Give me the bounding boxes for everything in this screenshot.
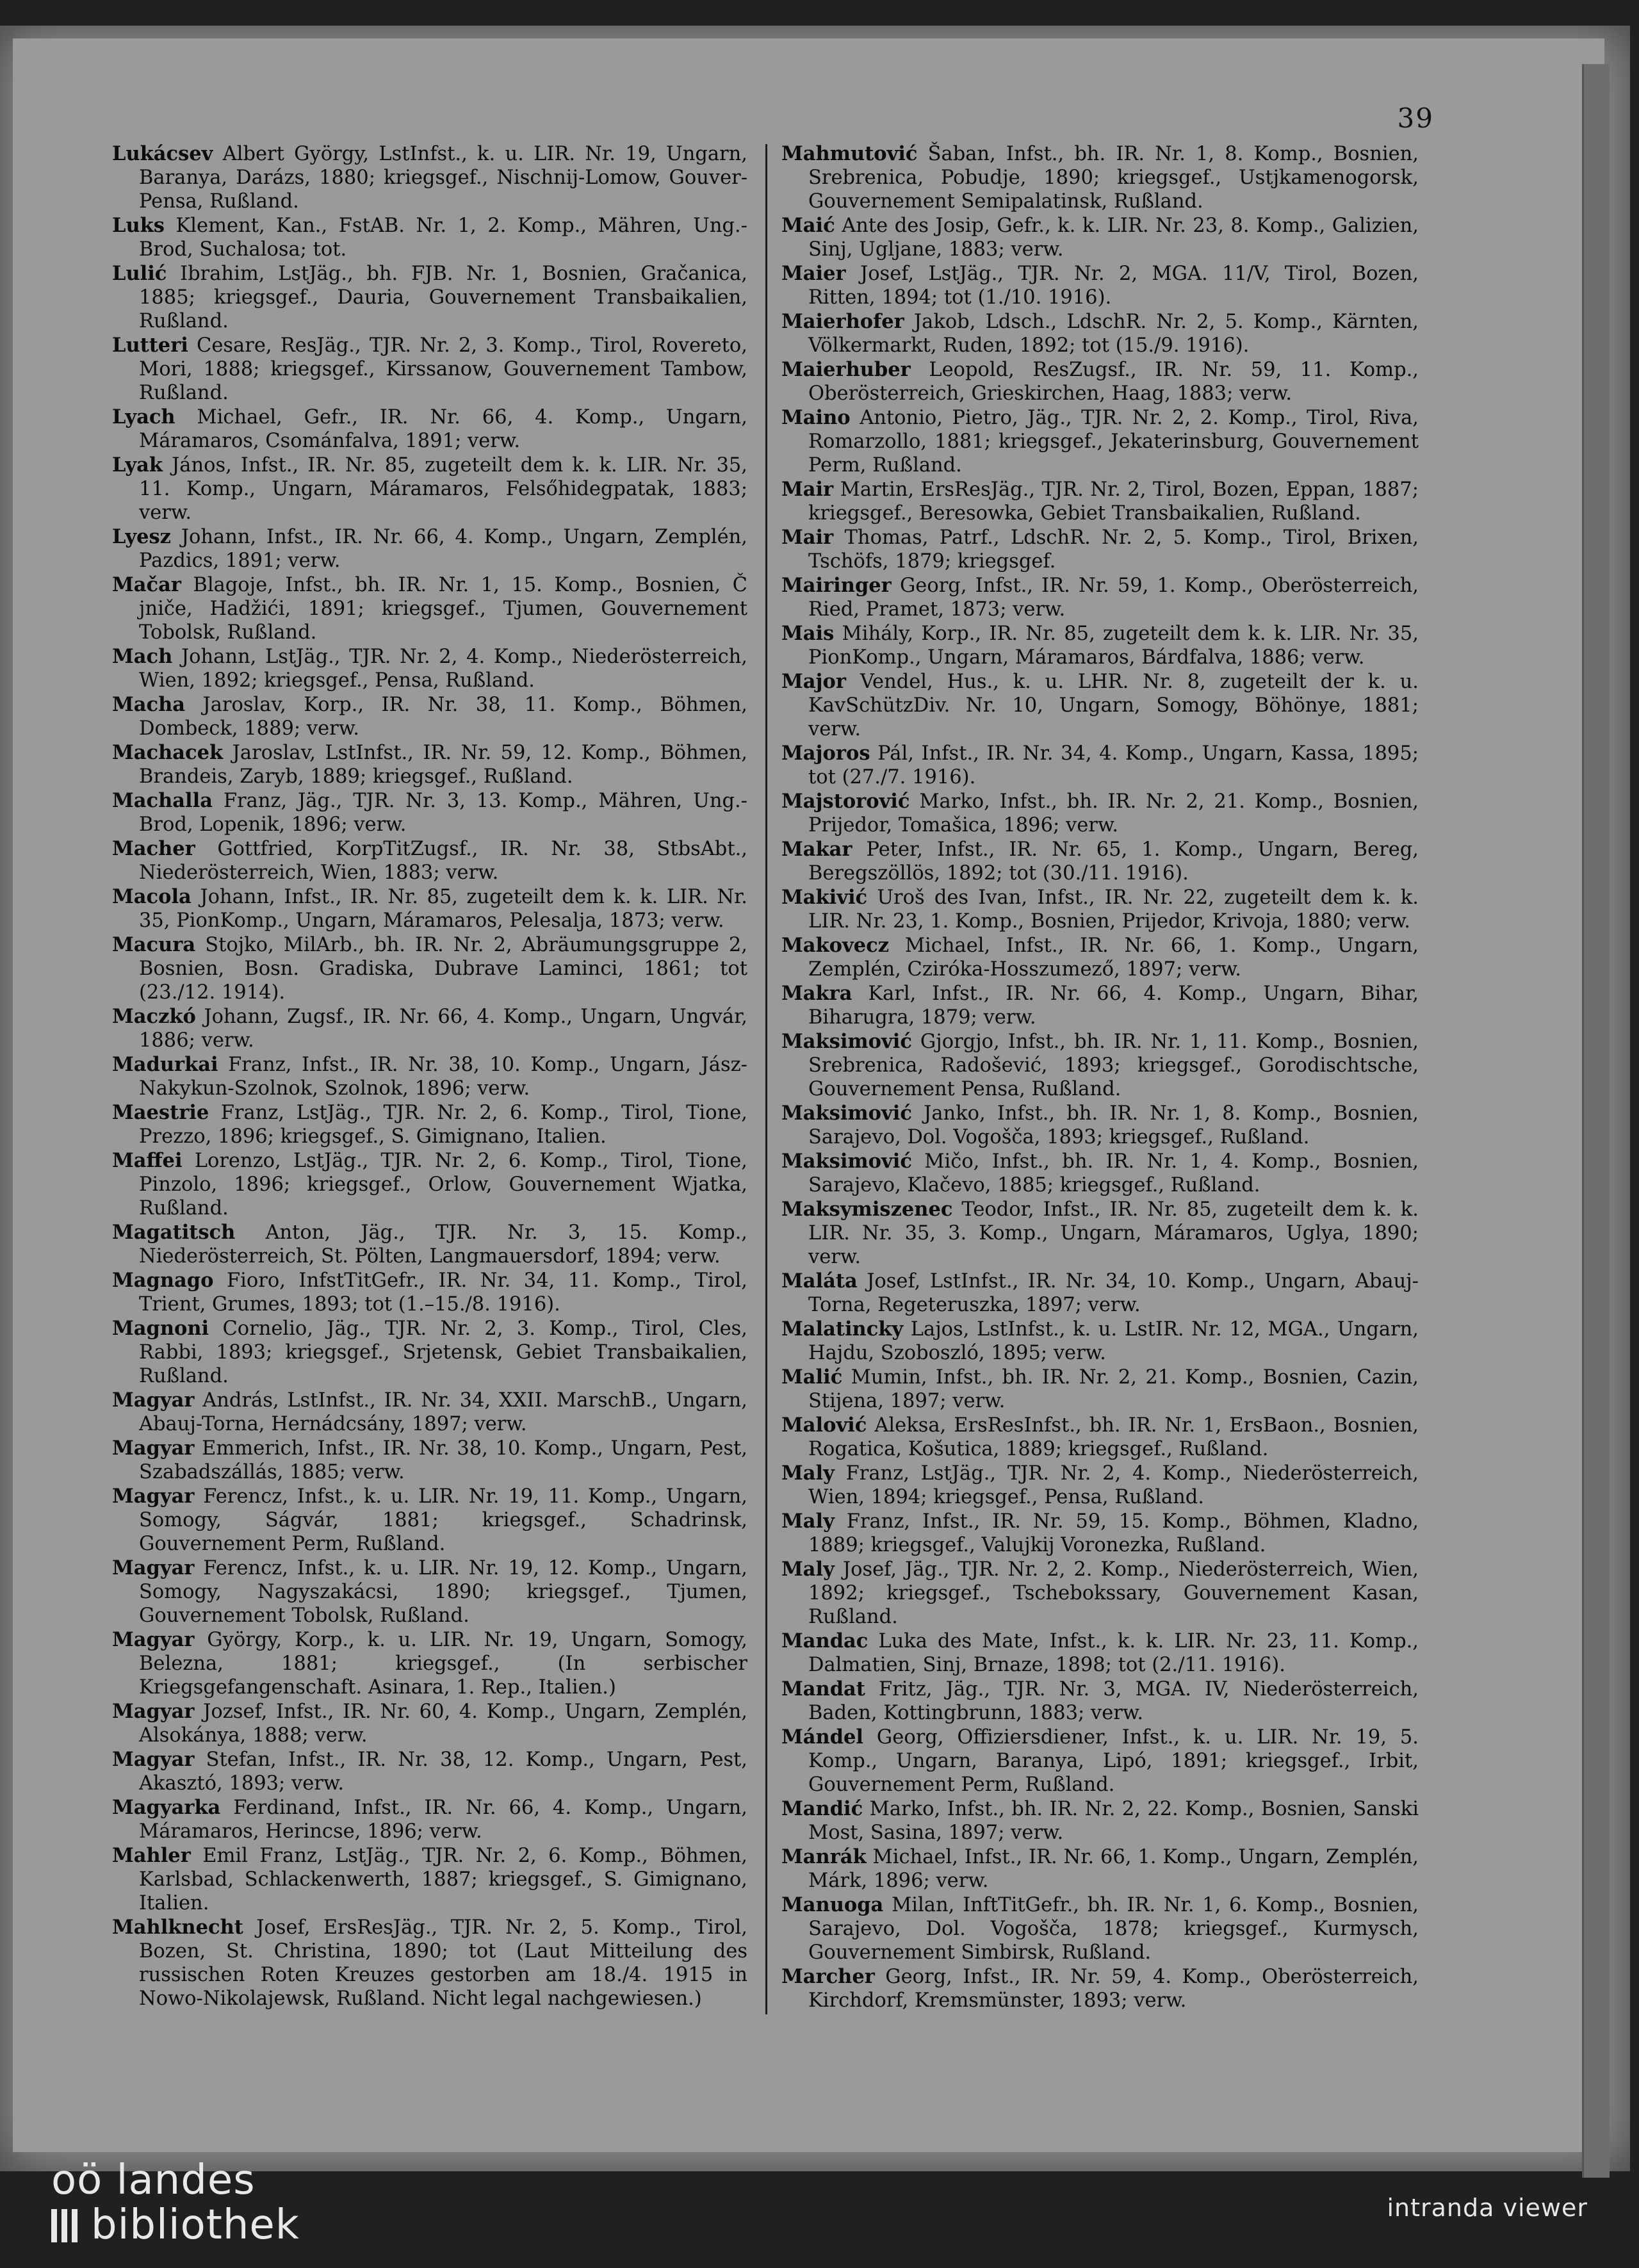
entry-details: András, LstInfst., IR. Nr. 34, XXII. MarschB., Ungarn, Abauj-Torna, Hernádcsány, 1897; verw. [139,1389,747,1435]
entry-surname: Mahmutović [781,142,918,165]
entry-details: Michael, Gefr., IR. Nr. 66, 4. Komp., Ungarn, Máramaros, Csománfalva, 1891; verw. [139,406,747,452]
entry-surname: Maffei [112,1149,183,1172]
entry-surname: Maksimović [781,1150,912,1173]
register-entry [112,262,747,333]
register-entry [112,334,747,405]
register-entry [781,1893,1419,1964]
entry-surname: Majstorović [781,790,910,813]
entry-surname: Marcher [781,1965,875,1988]
entry-details: Ferencz, Infst., k. u. LIR. Nr. 19, 12. Komp., Ungarn, Somogy, Nagyszakácsi, 1890; kriegsgef., Tjumen, Gouvernement Tobolsk, Rußland. [139,1557,747,1627]
entry-details: Johann, Infst., IR. Nr. 85, zugeteilt dem k. k. LIR. Nr. 35, PionKomp., Ungarn, Máramaros, Pelesalja, 1873; verw. [139,886,747,932]
entry-details: Mumin, Infst., bh. IR. Nr. 2, 21. Komp., Bosnien, Cazin, Stijena, 1897; verw. [808,1366,1419,1412]
entry-surname: Maier [781,262,846,285]
register-entry [112,525,747,573]
register-entry [112,1844,747,1915]
register-entry [781,526,1419,573]
entry-details: Georg, Offiziersdiener, Infst., k. u. LIR. Nr. 19, 5. Komp., Ungarn, Baranya, Lipó, 1891; kriegsgef., Irbit, Gouvernement Perm, Rußland. [808,1726,1419,1796]
register-entry [781,142,1419,213]
entry-surname: Maly [781,1462,835,1485]
register-entry [781,1797,1419,1845]
entry-details: Georg, Infst., IR. Nr. 59, 4. Komp., Oberösterreich, Kirchdorf, Kremsmünster, 1893; verw. [808,1966,1419,2012]
register-entry [112,1317,747,1388]
entry-details: Jaroslav, LstInfst., IR. Nr. 59, 12. Komp., Böhmen, Brandeis, Zaryb, 1889; kriegsgef., Rußland. [139,742,748,788]
entry-details: Mihály, Korp., IR. Nr. 85, zugeteilt dem k. k. LIR. Nr. 35, PionKomp., Ungarn, Máramaros, Bárdfalva, 1886; verw. [808,623,1419,669]
entry-surname: Madurkai [112,1053,218,1076]
entry-surname: Makovecz [781,934,890,957]
entry-surname: Maksymiszenec [781,1198,953,1221]
entry-details: Leopold, ResZugsf., IR. Nr. 59, 11. Komp., Oberösterreich, Grieskirchen, Haag, 1883; verw. [808,359,1419,405]
entry-details: Antonio, Pietro, Jäg., TJR. Nr. 2, 2. Komp., Tirol, Riva, Romarzollo, 1881; kriegsgef., Jekaterinsburg, Gouvernement Perm, Rußland. [808,407,1419,477]
entry-surname: Magatitsch [112,1221,236,1244]
entry-surname: Magyar [112,1628,195,1651]
entry-details: Blagoje, Infst., bh. IR. Nr. 1, 15. Komp., Bosnien, Č jniče, Hadžići, 1891; kriegsgef., Tjumen, Gouvernement Tobolsk, Rußland. [139,574,747,644]
entry-details: Jakob, Ldsch., LdschR. Nr. 2, 5. Komp., Kärnten, Völkermarkt, Ruden, 1892; tot (15./9. 1916). [808,311,1419,357]
entry-surname: Macola [112,885,192,908]
entry-surname: Mačar [112,573,181,596]
entry-details: Josef, ErsResJäg., TJR. Nr. 2, 5. Komp., Tirol, Bozen, St. Christina, 1890; tot (Laut Mitteilung des russischen Roten Kreuzes gestorben am 18./4. 1915 in Nowo-Nikolajewsk, Rußland. Nicht legal nachgewiesen.) [139,1916,747,2010]
entry-surname: Maestrie [112,1101,209,1124]
register-entry [112,1916,747,2011]
entry-details: György, Korp., k. u. LIR. Nr. 19, Ungarn, Somogy, Belezna, 1881; kriegsgef., (In serbischer Kriegsgefangenschaft. Asinara, 1. Rep., Italien.) [139,1629,748,1699]
entry-surname: Majoros [781,742,870,765]
left-column [112,142,747,2011]
entry-details: Karl, Infst., IR. Nr. 66, 4. Komp., Ungarn, Bihar, Biharugra, 1879; verw. [808,983,1419,1029]
entry-details: Ante des Josip, Gefr., k. k. LIR. Nr. 23, 8. Komp., Galizien, Sinj, Ugljane, 1883; verw. [808,215,1419,261]
entry-details: Franz, LstJäg., TJR. Nr. 2, 4. Komp., Niederösterreich, Wien, 1894; kriegsgef., Pensa, Rußland. [808,1462,1419,1508]
register-entry [781,214,1419,261]
viewer-name: intranda viewer [1387,2194,1588,2222]
entry-details: Teodor, Infst., IR. Nr. 85, zugeteilt dem k. k. LIR. Nr. 35, 3. Komp., Ungarn, Máramaros, Uglya, 1890; verw. [808,1198,1419,1268]
entry-surname: Luks [112,214,165,237]
register-entry [781,670,1419,741]
entry-surname: Macher [112,837,195,860]
entry-surname: Lutteri [112,334,188,357]
register-entry [112,1796,747,1843]
register-entry [112,214,747,261]
entry-surname: Magyar [112,1389,195,1412]
register-entry [112,645,747,692]
entry-surname: Magyar [112,1485,195,1508]
register-entry [781,934,1419,981]
register-entry [781,1198,1419,1269]
entry-surname: Mándel [781,1725,864,1749]
entry-details: Luka des Mate, Infst., k. k. LIR. Nr. 23, 11. Komp., Dalmatien, Sinj, Brnaze, 1898; tot (2./11. 1916). [808,1630,1419,1676]
entry-details: Marko, Infst., bh. IR. Nr. 2, 22. Komp., Bosnien, Sanski Most, Sasina, 1897; verw. [808,1798,1419,1844]
entry-surname: Magyar [112,1700,195,1723]
register-entry [781,574,1419,621]
entry-details: Lorenzo, LstJäg., TJR. Nr. 2, 6. Komp., Tirol, Tione, Pinzolo, 1896; kriegsgef., Orlow, Gouvernement Wjatka, Rußland. [139,1150,747,1220]
register-entry [112,1269,747,1316]
entry-surname: Macha [112,693,186,716]
entry-surname: Machacek [112,741,224,764]
entry-surname: Manuoga [781,1893,884,1916]
logo-bars-icon [51,2206,82,2252]
register-entry [112,885,747,933]
entry-details: Ferencz, Infst., k. u. LIR. Nr. 19, 11. Komp., Ungarn, Somogy, Ságvár, 1881; kriegsgef., Schadrinsk, Gouvernement Perm, Rußland. [139,1485,747,1555]
register-entry [781,1965,1419,2012]
entry-surname: Lyak [112,453,163,477]
entry-surname: Magyar [112,1748,195,1771]
entry-details: Janko, Infst., bh. IR. Nr. 1, 8. Komp., Bosnien, Sarajevo, Dol. Vogošča, 1893; kriegsgef., Rußland. [808,1102,1419,1148]
entry-surname: Maksimović [781,1102,912,1125]
register-entry [781,1725,1419,1797]
register-entry [112,693,747,740]
entry-surname: Makar [781,838,852,861]
register-entry [112,1221,747,1268]
register-entry [781,1677,1419,1725]
entry-surname: Mais [781,622,835,645]
register-entry [781,886,1419,933]
entry-surname: Maláta [781,1269,858,1293]
entry-surname: Mandat [781,1677,865,1701]
register-entry [112,1748,747,1795]
entry-surname: Magyar [112,1437,195,1460]
register-entry [112,741,747,788]
entry-surname: Maierhuber [781,358,911,381]
entry-surname: Lyesz [112,525,171,548]
entry-details: Fioro, InfstTitGefr., IR. Nr. 34, 11. Komp., Tirol, Trient, Grumes, 1893; tot (1.–15./8. 1916). [139,1269,747,1316]
entry-details: Josef, LstJäg., TJR. Nr. 2, MGA. 11/V, Tirol, Bozen, Ritten, 1894; tot (1./10. 1916). [808,263,1419,309]
register-entry [781,1318,1419,1365]
register-entry [781,1102,1419,1149]
entry-details: János, Infst., IR. Nr. 85, zugeteilt dem k. k. LIR. Nr. 35, 11. Komp., Ungarn, Máramaros, Felsőhidegpatak, 1883; verw. [139,454,747,524]
entry-surname: Mandić [781,1797,863,1820]
entry-surname: Malović [781,1414,867,1437]
entry-surname: Lulić [112,262,167,285]
register-entry [781,478,1419,525]
register-entry [781,1366,1419,1413]
entry-details: Klement, Kan., FstAB. Nr. 1, 2. Komp., Mähren, Ung.-Brod, Suchalosa; tot. [139,215,747,261]
entry-details: Peter, Infst., IR. Nr. 65, 1. Komp., Ungarn, Bereg, Beregszöllös, 1892; tot (30./11. 1916). [808,838,1419,885]
register-entry [112,789,747,836]
logo-line-2-text: bibliothek [91,2201,300,2249]
register-entry [781,1462,1419,1509]
entry-details: Gjorgjo, Infst., bh. IR. Nr. 1, 11. Komp., Bosnien, Srebrenica, Radošević, 1893; kriegsgef., Gorodischtsche, Gouvernement Pensa, Rußland. [808,1031,1419,1100]
entry-details: Mičo, Infst., bh. IR. Nr. 1, 4. Komp., Bosnien, Sarajevo, Klačevo, 1885; kriegsgef., Rußland. [808,1150,1419,1196]
entry-surname: Malić [781,1366,843,1389]
register-entry [112,1556,747,1628]
entry-surname: Mairinger [781,574,892,597]
register-entry [781,1030,1419,1101]
entry-details: Franz, LstJäg., TJR. Nr. 2, 6. Komp., Tirol, Tione, Prezzo, 1896; kriegsgef., S. Gimignano, Italien. [139,1102,747,1148]
register-entry [112,405,747,453]
entry-surname: Mahler [112,1844,191,1867]
entry-details: Pál, Infst., IR. Nr. 34, 4. Komp., Ungarn, Kassa, 1895; tot (27./7. 1916). [808,742,1419,788]
entry-surname: Magnoni [112,1317,209,1340]
entry-surname: Maczkó [112,1005,196,1028]
register-entry [781,742,1419,789]
entry-surname: Major [781,670,846,693]
register-entry [112,573,747,644]
entry-surname: Lukácsev [112,142,213,165]
entry-details: Cornelio, Jäg., TJR. Nr. 2, 3. Komp., Tirol, Cles, Rabbi, 1893; kriegsgef., Srjetensk, Gebiet Transbaikalien, Rußland. [139,1318,747,1387]
register-entry [112,453,747,525]
entry-details: Josef, Jäg., TJR. Nr. 2, 2. Komp., Niederösterreich, Wien, 1892; kriegsgef., Tschebokssary, Gouvernement Kasan, Rußland. [808,1558,1419,1628]
entry-details: Albert György, LstInfst., k. u. LIR. Nr. 19, Ungarn, Baranya, Darázs, 1880; kriegsgef., Nischnij-Lomow, Gouver- Pensa, Rußland. [139,143,747,213]
entry-surname: Maly [781,1558,835,1581]
register-entry [781,982,1419,1029]
register-entry [112,837,747,885]
entry-details: Franz, Infst., IR. Nr. 38, 10. Komp., Ungarn, Jász-Nakykun-Szolnok, Szolnok, 1896; verw. [139,1054,747,1100]
entry-surname: Makra [781,982,852,1005]
register-entry [781,790,1419,837]
register-entry [781,838,1419,885]
entry-surname: Magyarka [112,1796,221,1819]
column-divider [765,144,767,2014]
entry-surname: Magnago [112,1269,214,1292]
register-entry [112,1485,747,1556]
register-entry [112,1437,747,1484]
register-entry [112,1628,747,1699]
entry-surname: Malatincky [781,1318,904,1341]
register-entry [781,310,1419,357]
register-entry [781,358,1419,405]
entry-details: Marko, Infst., bh. IR. Nr. 2, 21. Komp., Bosnien, Prijedor, Tomašica, 1896; verw. [808,790,1419,836]
entry-details: Franz, Jäg., TJR. Nr. 3, 13. Komp., Mähren, Ung.-Brod, Lopenik, 1896; verw. [139,790,747,836]
entry-surname: Macura [112,933,196,956]
entry-details: Milan, InftTitGefr., bh. IR. Nr. 1, 6. Komp., Bosnien, Sarajevo, Dol. Vogošča, 1878; kriegsgef., Kurmysch, Gouvernement Simbirsk, Rußland. [808,1894,1419,1964]
entry-surname: Mandac [781,1629,868,1652]
entry-details: Franz, Infst., IR. Nr. 59, 15. Komp., Böhmen, Kladno, 1889; kriegsgef., Valujkij Voronezka, Rußland. [808,1510,1419,1556]
entry-details: Georg, Infst., IR. Nr. 59, 1. Komp., Oberösterreich, Ried, Pramet, 1873; verw. [808,575,1419,621]
entry-details: Fritz, Jäg., TJR. Nr. 3, MGA. IV, Niederösterreich, Baden, Kottingbrunn, 1883; verw. [808,1678,1419,1724]
register-entry [112,1389,747,1436]
register-entry [112,1149,747,1220]
entry-details: Šaban, Infst., bh. IR. Nr. 1, 8. Komp., Bosnien, Srebrenica, Pobudje, 1890; kriegsgef., Ustjkamenogorsk, Gouvernement Semipalatinsk, Rußland. [808,143,1419,213]
entry-surname: Mach [112,645,173,668]
register-entry [112,1005,747,1052]
entry-surname: Machalla [112,789,213,812]
register-entry [781,1510,1419,1557]
register-entry [781,1269,1419,1317]
entry-surname: Lyach [112,405,175,428]
entry-details: Johann, Infst., IR. Nr. 66, 4. Komp., Ungarn, Zemplén, Pazdics, 1891; verw. [139,526,747,572]
register-entry [781,1629,1419,1677]
entry-details: Emmerich, Infst., IR. Nr. 38, 10. Komp., Ungarn, Pest, Szabadszállás, 1885; verw. [139,1437,747,1483]
register-entry [781,622,1419,669]
entry-details: Emil Franz, LstJäg., TJR. Nr. 2, 6. Komp., Böhmen, Karlsbad, Schlackenwerth, 1887; kriegsgef., S. Gimignano, Italien. [139,1845,747,1914]
register-entry [112,1101,747,1148]
entry-details: Cesare, ResJäg., TJR. Nr. 2, 3. Komp., Tirol, Rovereto, Mori, 1888; kriegsgef., Kirssanow, Gouvernement Tambow, Rußland. [139,334,747,404]
entry-surname: Mair [781,526,834,549]
entry-surname: Magyar [112,1556,195,1579]
entry-surname: Mahlknecht [112,1916,243,1939]
entry-details: Johann, Zugsf., IR. Nr. 66, 4. Komp., Ungarn, Ungvár, 1886; verw. [139,1006,747,1052]
entry-details: Uroš des Ivan, Infst., IR. Nr. 22, zugeteilt dem k. k. LIR. Nr. 23, 1. Komp., Bosnien, Prijedor, Krivoja, 1880; verw. [808,886,1419,933]
register-entry [112,1053,747,1100]
entry-details: Michael, Infst., IR. Nr. 66, 1. Komp., Ungarn, Zemplén, Cziróka-Hosszumező, 1897; verw. [808,934,1419,981]
entry-details: Ferdinand, Infst., IR. Nr. 66, 4. Komp., Ungarn, Máramaros, Herincse, 1896; verw. [139,1797,747,1843]
register-entry [781,1150,1419,1197]
entry-surname: Manrák [781,1845,867,1868]
entry-details: Johann, LstJäg., TJR. Nr. 2, 4. Komp., Niederösterreich, Wien, 1892; kriegsgef., Pensa, Rußland. [139,646,748,692]
entry-details: Vendel, Hus., k. u. LHR. Nr. 8, zugeteilt der k. u. KavSchützDiv. Nr. 10, Ungarn, Somogy, Böhönye, 1881; verw. [808,671,1419,740]
entry-surname: Maino [781,406,851,429]
register-entry [781,1845,1419,1893]
entry-details: Lajos, LstInfst., k. u. LstIR. Nr. 12, MGA., Ungarn, Hajdu, Szoboszló, 1895; verw. [808,1318,1419,1364]
entry-surname: Mair [781,478,834,501]
entry-surname: Maić [781,214,835,237]
entry-surname: Makivić [781,886,868,909]
entry-surname: Maierhofer [781,310,904,333]
logo-line-1: oö landes [51,2157,256,2204]
library-logo [51,2158,300,2252]
page-number: 39 [1397,102,1434,134]
register-entry [781,406,1419,477]
entry-details: Anton, Jäg., TJR. Nr. 3, 15. Komp., Niederösterreich, St. Pölten, Langmauersdorf, 1894; verw. [139,1221,748,1268]
register-entry [112,933,747,1004]
entry-surname: Maksimović [781,1030,912,1053]
entry-surname: Maly [781,1510,835,1533]
entry-details: Thomas, Patrf., LdschR. Nr. 2, 5. Komp., Tirol, Brixen, Tschöfs, 1879; kriegsgef. [808,526,1419,573]
register-entry [781,1558,1419,1629]
register-entry [781,1414,1419,1461]
entry-details: Josef, LstInfst., IR. Nr. 34, 10. Komp., Ungarn, Abauj-Torna, Regeteruszka, 1897; verw. [808,1270,1419,1316]
entry-details: Michael, Infst., IR. Nr. 66, 1. Komp., Ungarn, Zemplén, Márk, 1896; verw. [808,1846,1419,1892]
entry-details: Jaroslav, Korp., IR. Nr. 38, 11. Komp., Böhmen, Dombeck, 1889; verw. [139,694,747,740]
register-entry [112,1700,747,1747]
register-entry [781,262,1419,309]
entry-details: Aleksa, ErsResInfst., bh. IR. Nr. 1, ErsBaon., Bosnien, Rogatica, Košutica, 1889; kriegsgef., Rußland. [808,1414,1419,1460]
entry-details: Ibrahim, LstJäg., bh. FJB. Nr. 1, Bosnien, Gračanica, 1885; kriegsgef., Dauria, Gouvernement Transbaikalien, Rußland. [139,263,747,332]
entry-details: Jozsef, Infst., IR. Nr. 60, 4. Komp., Ungarn, Zemplén, Alsokánya, 1888; verw. [139,1701,747,1747]
register-entry [112,142,747,213]
page-edge [1582,64,1610,2178]
right-column [781,142,1419,2013]
entry-details: Stefan, Infst., IR. Nr. 38, 12. Komp., Ungarn, Pest, Akasztó, 1893; verw. [139,1749,748,1795]
entry-details: Gottfried, KorpTitZugsf., IR. Nr. 38, StbsAbt., Niederösterreich, Wien, 1883; verw. [139,838,747,884]
logo-line-2 [51,2202,300,2252]
entry-details: Martin, ErsResJäg., TJR. Nr. 2, Tirol, Bozen, Eppan, 1887; kriegsgef., Beresowka, Gebiet Transbaikalien, Rußland. [808,478,1419,525]
entry-details: Stojko, MilArb., bh. IR. Nr. 2, Abräumungsgruppe 2, Bosnien, Bosn. Gradiska, Dubrave Laminci, 1861; tot (23./12. 1914). [139,934,748,1004]
